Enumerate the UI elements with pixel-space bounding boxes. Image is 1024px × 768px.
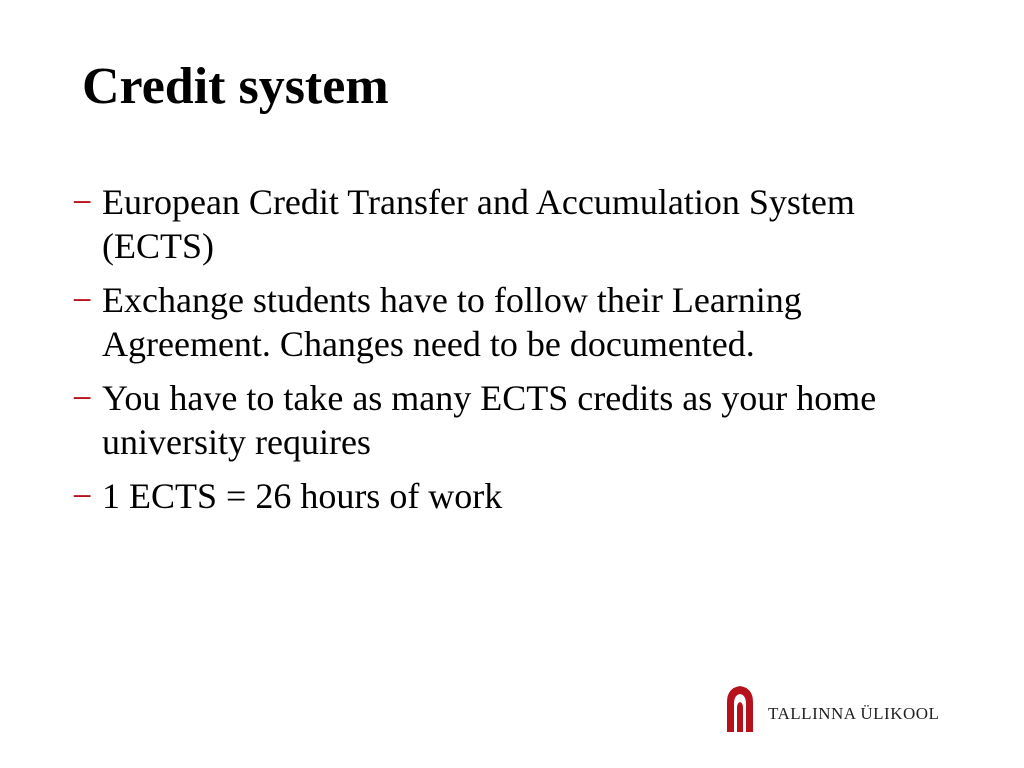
dash-bullet-icon: −	[72, 280, 93, 320]
bullet-item	[72, 180, 972, 268]
tallinn-university-emblem-icon	[724, 684, 756, 734]
bullet-item	[72, 278, 972, 366]
dash-bullet-icon: −	[72, 182, 93, 222]
bullet-text: Exchange students have to follow their Learning Agreement. Changes need to be documented.	[102, 280, 802, 364]
logo-text: TALLINNA ÜLIKOOL	[768, 704, 940, 723]
bullet-item	[72, 376, 972, 464]
university-logo	[724, 684, 964, 736]
bullet-list	[72, 180, 972, 528]
slide-title: Credit system	[82, 58, 389, 115]
bullet-text: 1 ECTS = 26 hours of work	[102, 476, 503, 516]
dash-bullet-icon: −	[72, 378, 93, 418]
bullet-item	[72, 474, 972, 518]
bullet-text: European Credit Transfer and Accumulation System (ECTS)	[102, 182, 855, 266]
bullet-text: You have to take as many ECTS credits as your home university requires	[102, 378, 877, 462]
dash-bullet-icon: −	[72, 476, 93, 516]
